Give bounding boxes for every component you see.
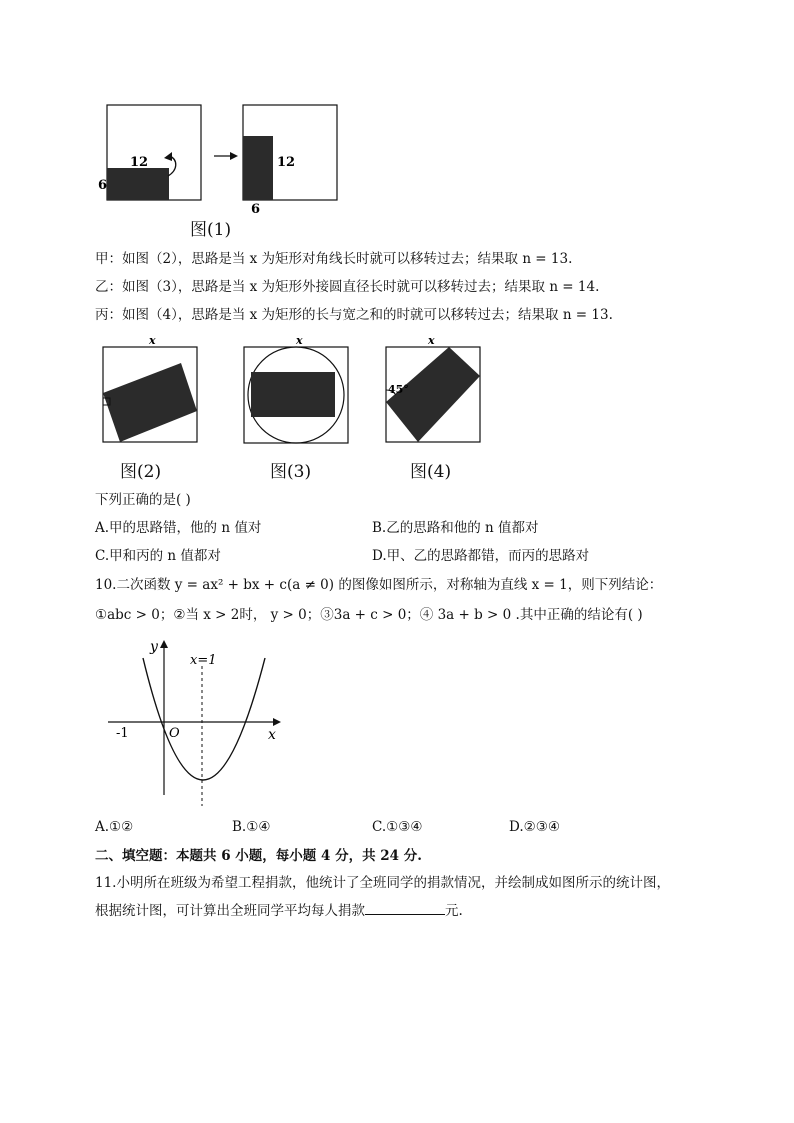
q10-line2: ①abc > 0；②当 x > 2时， y > 0；③3a + c > 0；④ 3a + b > 0 .其中正确的结论有( ) bbox=[95, 607, 643, 623]
fig1-right-height-label: 12 bbox=[277, 155, 296, 170]
q11-line1: 11.小明所在班级为希望工程捐款，他统计了全班同学的捐款情况，并绘制成如图所示的统计图， bbox=[95, 875, 670, 891]
q9-option-c: C.甲和丙的 n 值都对 bbox=[95, 548, 221, 564]
fig1-right-width-label: 6 bbox=[251, 202, 261, 217]
y-axis-arrow-icon bbox=[160, 640, 168, 648]
q11-line2 bbox=[95, 902, 463, 920]
y-axis-label: y bbox=[150, 639, 158, 655]
q9-prompt: 下列正确的是( ) bbox=[95, 492, 191, 508]
fig2-caption: 图(2) bbox=[120, 462, 162, 482]
q10-option-b: B.①④ bbox=[232, 819, 271, 835]
statement-yi: 乙：如图（3），思路是当 x 为矩形外接圆直径长时就可以移转过去；结果取 n = 14. bbox=[95, 279, 600, 295]
fig2-x-label: x bbox=[149, 334, 156, 347]
q10-option-d: D.②③④ bbox=[509, 819, 560, 835]
statement-bing: 丙：如图（4），思路是当 x 为矩形的长与宽之和的时就可以移转过去；结果取 n = 13. bbox=[95, 307, 613, 323]
x-axis-label: x bbox=[268, 727, 276, 743]
x-axis-arrow-icon bbox=[273, 718, 281, 726]
symmetry-axis-label: x=1 bbox=[190, 653, 217, 668]
q9-option-a: A.甲的思路错，他的 n 值对 bbox=[95, 520, 262, 536]
q9-option-d: D.甲、乙的思路都错，而丙的思路对 bbox=[372, 548, 590, 564]
origin-label: O bbox=[169, 726, 180, 741]
fig3-caption: 图(3) bbox=[270, 462, 312, 482]
parabola-curve bbox=[143, 658, 265, 780]
fig1-left-height-label: 6 bbox=[98, 178, 108, 193]
q9-option-b: B.乙的思路和他的 n 值都对 bbox=[372, 520, 539, 536]
fig1-caption: 图(1) bbox=[190, 220, 232, 240]
fig3-x-label: x bbox=[296, 334, 303, 347]
fig4-angle-label: 45° bbox=[388, 383, 409, 396]
q11-line2-text: 根据统计图，可计算出全班同学平均每人捐款 bbox=[95, 903, 365, 919]
fig1-left-width-label: 12 bbox=[130, 155, 149, 170]
q10-option-c: C.①③④ bbox=[372, 819, 423, 835]
answer-blank[interactable] bbox=[365, 902, 445, 915]
q10-option-a: A.①② bbox=[95, 819, 134, 835]
q11-line2-unit: 元. bbox=[445, 903, 463, 919]
neg-one-label: -1 bbox=[116, 726, 129, 741]
q10-line1: 10.二次函数 y = ax² + bx + c(a ≠ 0) 的图像如图所示，对称轴为直线 x = 1，则下列结论： bbox=[95, 577, 663, 593]
section2-heading: 二、填空题：本题共 6 小题，每小题 4 分，共 24 分. bbox=[95, 848, 422, 864]
fig4-x-label: x bbox=[428, 334, 435, 347]
fig4-caption: 图(4) bbox=[410, 462, 452, 482]
statement-jia: 甲：如图（2），思路是当 x 为矩形对角线长时就可以移转过去；结果取 n = 13. bbox=[95, 251, 573, 267]
